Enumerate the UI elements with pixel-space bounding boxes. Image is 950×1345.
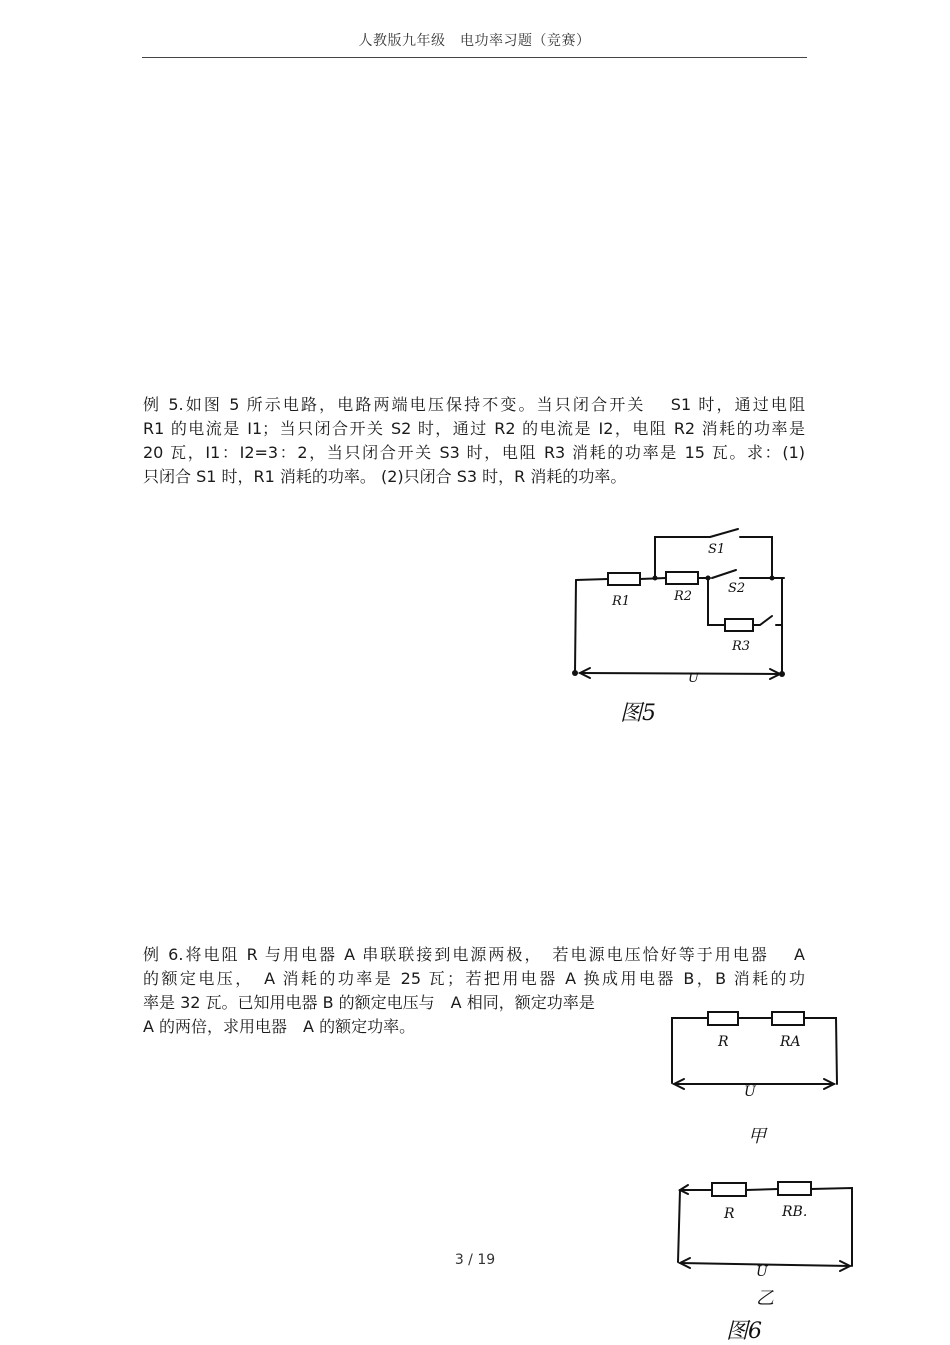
- caption-yi: 乙: [756, 1288, 774, 1309]
- label-r3: R3: [732, 639, 751, 654]
- label-u-top: U: [744, 1084, 756, 1100]
- figure-5-caption: 图5: [620, 701, 656, 726]
- example-5-line-1: 例 5.如图 5 所示电路，电路两端电压保持不变。当只闭合开关 S1 时，通过电阻: [143, 395, 805, 414]
- label-r1: R1: [612, 594, 631, 609]
- example-6-line-4: A 的两倍，求用电器 A 的额定功率。: [143, 1017, 416, 1036]
- figure-6-circuit: [662, 1000, 867, 1345]
- label-s1: S1: [708, 542, 726, 557]
- figure-5-circuit: [560, 520, 800, 735]
- page-header: 人教版九年级 电功率习题（竞赛）: [358, 33, 591, 49]
- label-r-bottom: R: [724, 1206, 735, 1222]
- example-5-line-3: 20 瓦，I1：I2=3：2，当只闭合开关 S3 时，电阻 R3 消耗的功率是 15 瓦。求：(1): [143, 443, 805, 462]
- caption-jia: 甲: [748, 1126, 766, 1147]
- label-u-bottom: U: [756, 1264, 768, 1280]
- example-6-line-3: 率是 32 瓦。已知用电器 B 的额定电压与 A 相同，额定功率是: [143, 993, 595, 1012]
- label-s2: S2: [728, 581, 746, 596]
- example-5-line-2: R1 的电流是 I1；当只闭合开关 S2 时，通过 R2 的电流是 I2，电阻 R2 消耗的功率是: [143, 419, 805, 438]
- label-r-top: R: [718, 1034, 729, 1050]
- example-5-line-4: 只闭合 S1 时，R1 消耗的功率。 (2)只闭合 S3 时，R 消耗的功率。: [143, 467, 627, 486]
- label-u: U: [688, 671, 699, 686]
- header-rule: [142, 57, 807, 58]
- figure-6-caption: 图6: [726, 1319, 762, 1344]
- label-rb: RB.: [782, 1204, 808, 1220]
- example-6-line-2: 的额定电压， A 消耗的功率是 25 瓦；若把用电器 A 换成用电器 B，B 消耗的功: [143, 969, 805, 988]
- label-r2: R2: [674, 589, 693, 604]
- example-6-line-1: 例 6.将电阻 R 与用电器 A 串联联接到电源两极， 若电源电压恰好等于用电器 A: [143, 945, 805, 964]
- example-5-text: [143, 393, 805, 489]
- label-ra: RA: [780, 1034, 801, 1050]
- page-number: 3 / 19: [454, 1252, 496, 1268]
